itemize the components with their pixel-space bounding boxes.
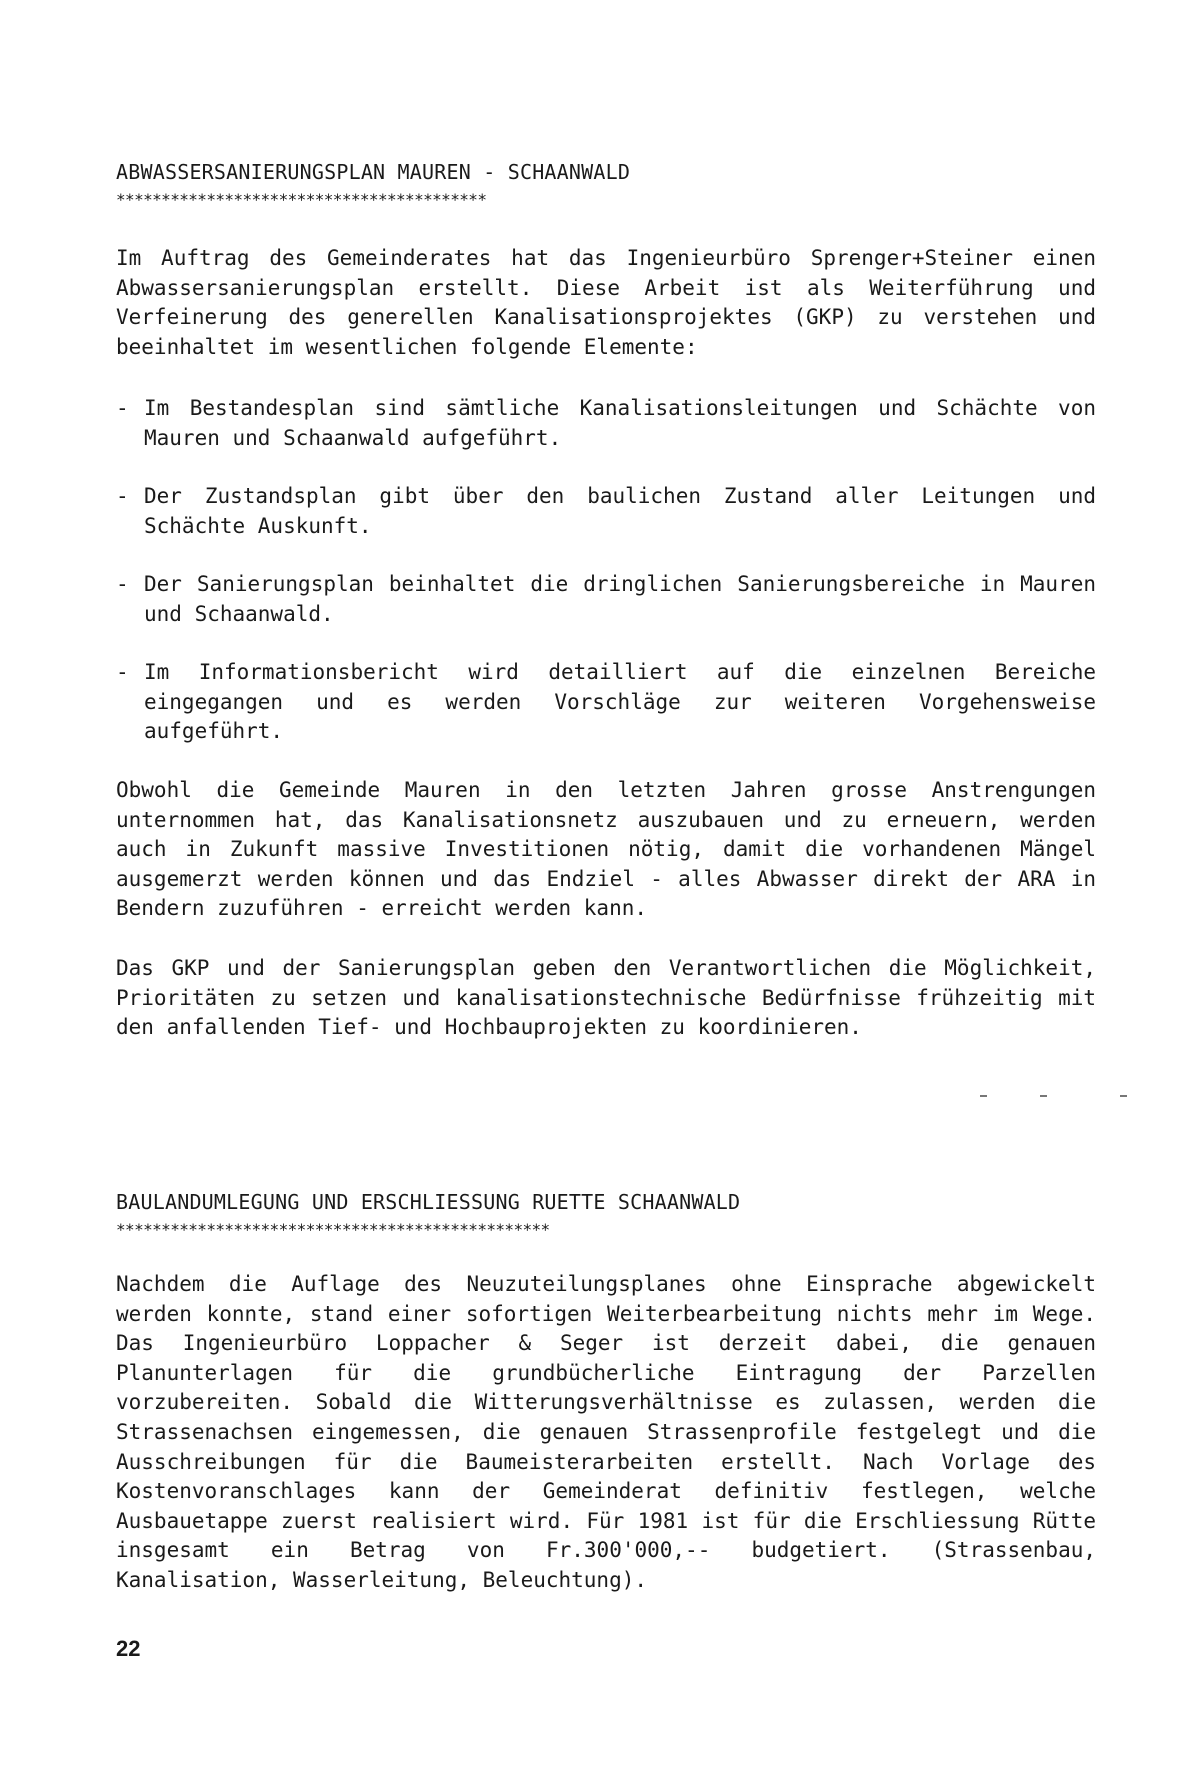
scan-speck xyxy=(1040,1095,1047,1097)
bullet-text: Der Zustandsplan gibt über den baulichen Zustand aller Leitungen und Schächte Auskunft. xyxy=(144,484,1096,538)
bullet-text: Im Informationsbericht wird detailliert auf die einzelnen Bereiche eingegangen und es werden Vorschläge zur weiteren Vorgehensweise aufgeführt. xyxy=(144,660,1096,744)
scan-speck xyxy=(980,1095,987,1097)
section2-heading: BAULANDUMLEGUNG UND ERSCHLIESSUNG RUETTE SCHAANWALD xyxy=(116,1190,741,1214)
section1-intro-paragraph: Im Auftrag des Gemeinderates hat das Ingenieurbüro Sprenger+Steiner einen Abwassersanierungsplan erstellt. Diese Arbeit ist als Weiterführung und Verfeinerung des generellen Kanalisationsprojektes (GKP) zu verstehen und beeinhaltet im wesentlichen folgende Elemente: xyxy=(116,246,1096,359)
section1-paragraph-2: Obwohl die Gemeinde Mauren in den letzten Jahren grosse Anstrengungen unternommen hat, das Kanalisationsnetz auszubauen und zu erneuern, werden auch in Zukunft massive Investitionen nötig, damit die vorhandenen Mängel ausgemerzt werden können und das Endziel - alles Abwasser direkt der ARA in Bendern zuzuführen - erreicht werden kann. xyxy=(116,778,1096,921)
section1-heading-underline: ***************************************** xyxy=(116,190,487,209)
section1-heading: ABWASSERSANIERUNGSPLAN MAUREN - SCHAANWALD xyxy=(116,160,631,184)
section2-heading-underline: ************************************************ xyxy=(116,1220,550,1239)
section1-paragraph-3: Das GKP und der Sanierungsplan geben den Verantwortlichen die Möglichkeit, Prioritäten zu setzen und kanalisationstechnische Bedürfnisse frühzeitig mit den anfallenden Tief- und Hochbauprojekten zu koordinieren. xyxy=(116,956,1096,1040)
bullet-dash: - xyxy=(116,660,129,684)
bullet-dash: - xyxy=(116,572,129,596)
list-item xyxy=(116,658,1096,747)
scan-speck xyxy=(1120,1095,1127,1097)
bullet-dash: - xyxy=(116,396,129,420)
list-item xyxy=(116,482,1096,541)
list-item xyxy=(116,570,1096,629)
bullet-text: Im Bestandesplan sind sämtliche Kanalisationsleitungen und Schächte von Mauren und Schaanwald aufgeführt. xyxy=(144,396,1096,450)
bullet-text: Der Sanierungsplan beinhaltet die dringlichen Sanierungsbereiche in Mauren und Schaanwald. xyxy=(144,572,1096,626)
page-number: 22 xyxy=(116,1636,141,1661)
list-item xyxy=(116,394,1096,453)
bullet-dash: - xyxy=(116,484,129,508)
section2-paragraph: Nachdem die Auflage des Neuzuteilungsplanes ohne Einsprache abgewickelt werden konnte, stand einer sofortigen Weiterbearbeitung nichts mehr im Wege. Das Ingenieurbüro Loppacher & Seger ist derzeit dabei, die genauen Planunterlagen für die grundbücherliche Eintragung der Parzellen vorzubereiten. Sobald die Witterungsverhältnisse es zulassen, werden die Strassenachsen eingemessen, die genauen Strassenprofile festgelegt und die Ausschreibungen für die Baumeisterarbeiten erstellt. Nach Vorlage des Kostenvoranschlages kann der Gemeinderat definitiv festlegen, welche Ausbauetappe zuerst realisiert wird. Für 1981 ist für die Erschliessung Rütte insgesamt ein Betrag von Fr.300'000,-- budgetiert. (Strassenbau, Kanalisation, Wasserleitung, Beleuchtung). xyxy=(116,1272,1096,1592)
